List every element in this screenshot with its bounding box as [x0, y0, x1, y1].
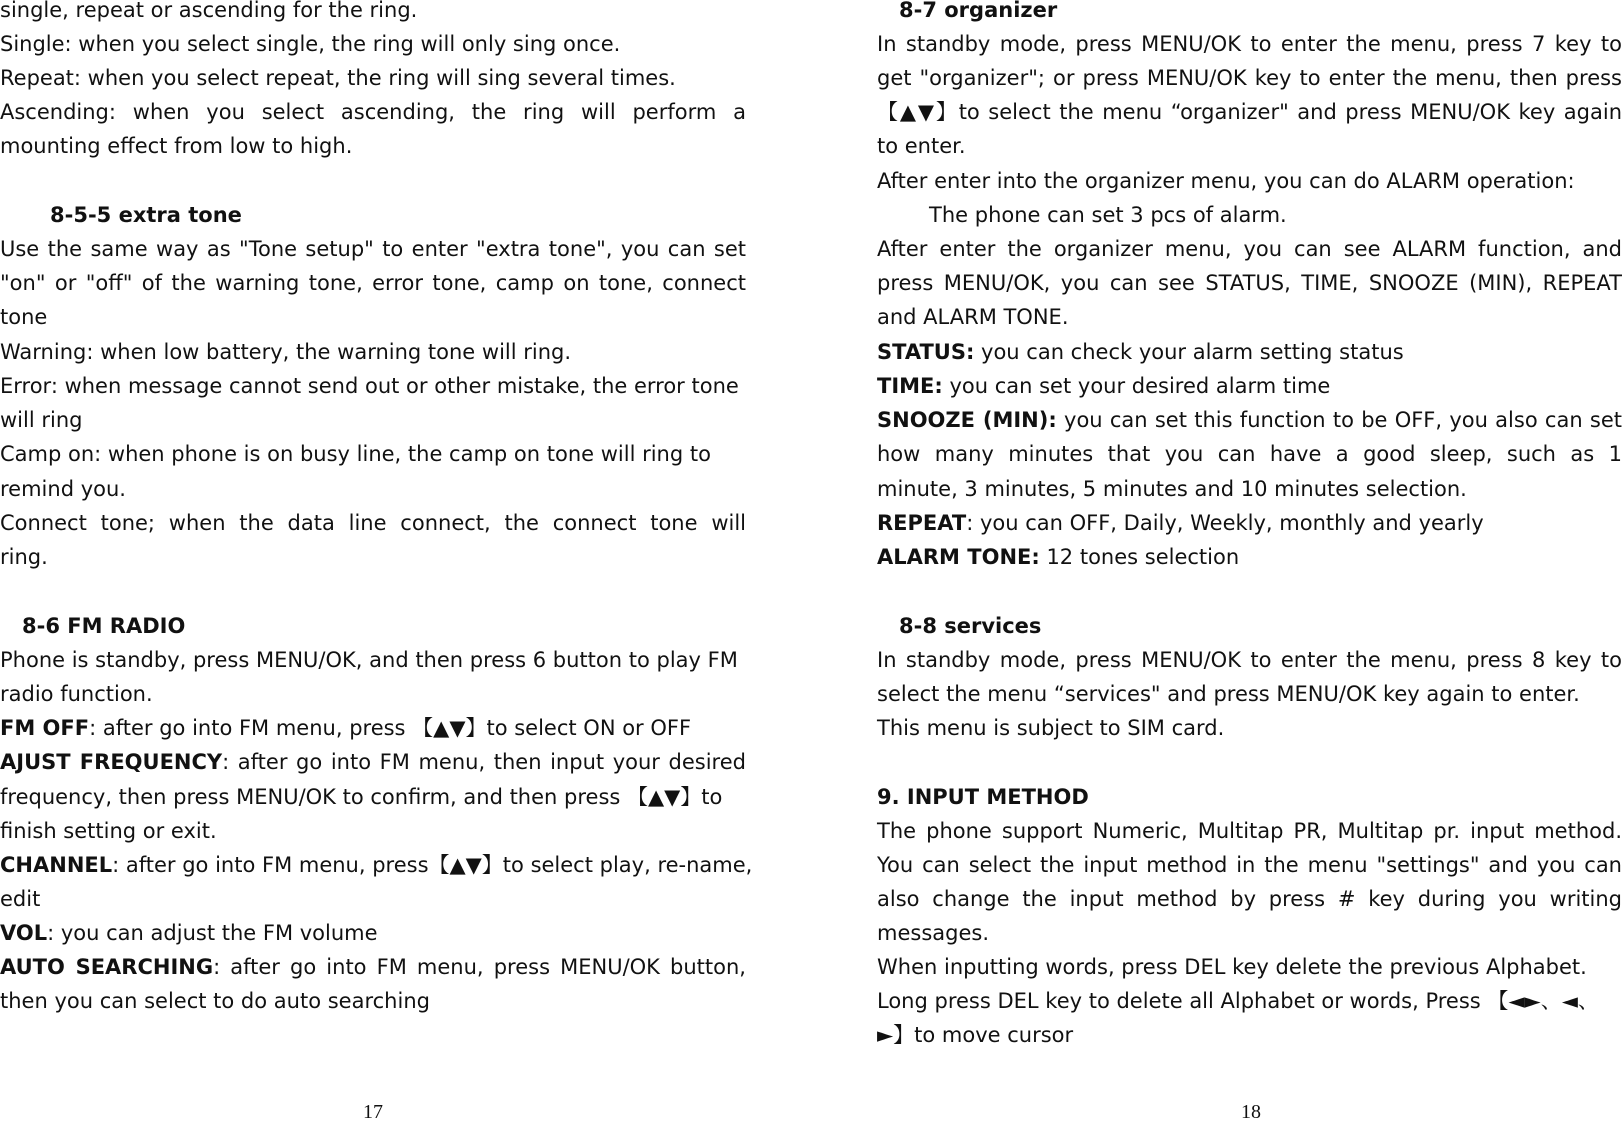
text-line: also change the input method by press # key during you writing — [877, 887, 1622, 911]
text-line: 【▲▼】to select the menu “organizer" and press MENU/OK key again — [877, 100, 1622, 124]
text-line: select the menu “services" and press MENU/OK key again to enter. — [877, 682, 1580, 706]
text-line: minute, 3 minutes, 5 minutes and 10 minutes selection. — [877, 477, 1467, 501]
text-line: single, repeat or ascending for the ring. — [0, 0, 418, 22]
text-line: Long press DEL key to delete all Alphabet or words, Press 【◄►、◄、 — [877, 989, 1599, 1013]
text-line: Connect tone; when the data line connect, the connect tone will — [0, 511, 746, 535]
text-line: tone — [0, 305, 48, 329]
text-line: Single: when you select single, the ring will only sing once. — [0, 32, 621, 56]
text-line: Warning: when low battery, the warning tone will ring. — [0, 340, 572, 364]
section-heading: 8-8 services — [899, 614, 1042, 638]
text-line: ring. — [0, 545, 48, 569]
text-line: finish setting or exit. — [0, 819, 217, 843]
text-line: will ring — [0, 408, 83, 432]
text-line: The phone can set 3 pcs of alarm. — [929, 203, 1287, 227]
text-line: After enter the organizer menu, you can see ALARM function, and — [877, 237, 1622, 261]
section-heading: 8-5-5 extra tone — [50, 203, 242, 227]
text-line: The phone support Numeric, Multitap PR, Multitap pr. input method. — [877, 819, 1622, 843]
text-line: Error: when message cannot send out or other mistake, the error tone — [0, 374, 739, 398]
text-line: Camp on: when phone is on busy line, the camp on tone will ring to — [0, 442, 711, 466]
text-line: remind you. — [0, 477, 126, 501]
text-line: AUTO SEARCHING: after go into FM menu, press MENU/OK button, — [0, 955, 746, 979]
text-line: and ALARM TONE. — [877, 305, 1069, 329]
text-line: Use the same way as "Tone setup" to enter "extra tone", you can set — [0, 237, 746, 261]
text-line: mounting effect from low to high. — [0, 134, 353, 158]
text-line: press MENU/OK, you can see STATUS, TIME, SNOOZE (MIN), REPEAT — [877, 271, 1622, 295]
text-line: In standby mode, press MENU/OK to enter the menu, press 8 key to — [877, 648, 1622, 672]
text-line: This menu is subject to SIM card. — [877, 716, 1225, 740]
text-line: You can select the input method in the menu "settings" and you can — [877, 853, 1622, 877]
text-line: radio function. — [0, 682, 153, 706]
text-line: FM OFF: after go into FM menu, press 【▲▼】to select ON or OFF — [0, 716, 692, 740]
text-line: REPEAT: you can OFF, Daily, Weekly, monthly and yearly — [877, 511, 1484, 535]
text-line: AJUST FREQUENCY: after go into FM menu, then input your desired — [0, 750, 746, 774]
section-heading: 9. INPUT METHOD — [877, 785, 1089, 809]
text-line: Ascending: when you select ascending, the ring will perform a — [0, 100, 746, 124]
text-line: In standby mode, press MENU/OK to enter the menu, press 7 key to — [877, 32, 1622, 56]
text-line: then you can select to do auto searching — [0, 989, 430, 1013]
text-line: to enter. — [877, 134, 966, 158]
text-line: VOL: you can adjust the FM volume — [0, 921, 378, 945]
text-line: STATUS: you can check your alarm setting status — [877, 340, 1404, 364]
text-line: TIME: you can set your desired alarm time — [877, 374, 1331, 398]
text-line: When inputting words, press DEL key delete the previous Alphabet. — [877, 955, 1587, 979]
text-line: get "organizer"; or press MENU/OK key to enter the menu, then press — [877, 66, 1622, 90]
text-line: frequency, then press MENU/OK to confirm, and then press 【▲▼】to — [0, 785, 723, 809]
section-heading: 8-7 organizer — [899, 0, 1058, 22]
text-line: ►】to move cursor — [877, 1023, 1074, 1047]
text-line: "on" or "off" of the warning tone, error tone, camp on tone, connect — [0, 271, 746, 295]
text-line: how many minutes that you can have a good sleep, such as 1 — [877, 442, 1622, 466]
text-line: Phone is standby, press MENU/OK, and then press 6 button to play FM — [0, 648, 738, 672]
text-line: messages. — [877, 921, 989, 945]
text-line: After enter into the organizer menu, you can do ALARM operation: — [877, 169, 1575, 193]
text-line: SNOOZE (MIN): you can set this function to be OFF, you also can set — [877, 408, 1622, 432]
text-line: edit — [0, 887, 41, 911]
text-line: CHANNEL: after go into FM menu, press【▲▼】to select play, re-name, — [0, 853, 753, 877]
page-number: 17 — [363, 1101, 383, 1123]
text-line: ALARM TONE: 12 tones selection — [877, 545, 1240, 569]
text-line: Repeat: when you select repeat, the ring will sing several times. — [0, 66, 676, 90]
section-heading: 8-6 FM RADIO — [22, 614, 186, 638]
page-number: 18 — [1241, 1101, 1261, 1123]
